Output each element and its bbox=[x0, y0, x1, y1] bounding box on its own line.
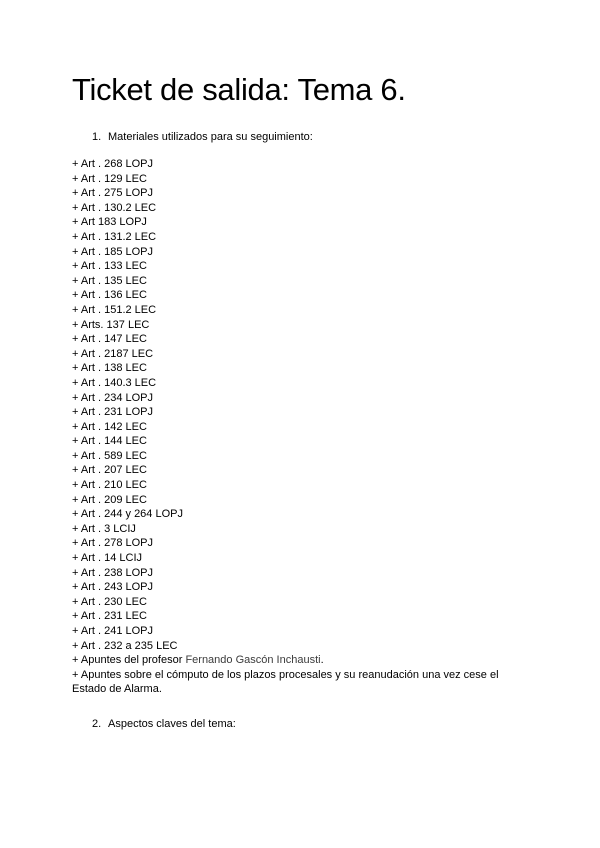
list-item: + Art . 230 LEC bbox=[72, 595, 147, 608]
list-item: + Art . 268 LOPJ bbox=[72, 158, 154, 170]
list-item: + Art . 135 LEC bbox=[72, 274, 147, 287]
professor-name: Fernando Gascón Inchausti bbox=[185, 654, 321, 667]
list-item: + Art . 231 LEC bbox=[72, 610, 147, 623]
list-item: + Art . 147 LEC bbox=[72, 333, 147, 346]
section-text: Aspectos claves del tema: bbox=[108, 718, 236, 730]
materials-list bbox=[72, 157, 522, 697]
list-item: + Art . 231 LOPJ bbox=[72, 406, 154, 419]
document-title: Ticket de salida: Tema 6. bbox=[72, 72, 406, 107]
list-item-apuntes-plazos: + Apuntes sobre el cómputo de los plazos procesales y su reanudación una vez cese el Estado de Alarma. bbox=[72, 668, 499, 696]
list-item: + Art . 209 LEC bbox=[72, 493, 147, 506]
apuntes-prefix: + Apuntes del profesor bbox=[72, 654, 186, 667]
list-item: + Art . 185 LOPJ bbox=[72, 245, 154, 258]
list-item: + Art . 142 LEC bbox=[72, 420, 147, 433]
list-item: + Art . 244 y 264 LOPJ bbox=[72, 508, 183, 521]
section-number: 2. bbox=[92, 718, 102, 730]
list-item: + Art . 232 a 235 LEC bbox=[72, 639, 178, 652]
list-item: + Art . 275 LOPJ bbox=[72, 187, 154, 200]
list-item: + Art . 144 LEC bbox=[72, 435, 147, 448]
list-item: + Art 183 LOPJ bbox=[72, 216, 147, 229]
section-heading-aspectos bbox=[92, 717, 236, 731]
list-item: + Art . 14 LCIJ bbox=[72, 552, 143, 565]
list-item: + Art . 151.2 LEC bbox=[72, 303, 157, 316]
section-heading-materiales bbox=[92, 130, 313, 144]
section-text: Materiales utilizados para su seguimiento: bbox=[108, 131, 313, 143]
list-item: + Art . 234 LOPJ bbox=[72, 391, 154, 404]
list-item: + Art . 138 LEC bbox=[72, 362, 147, 375]
list-item: + Art . 129 LEC bbox=[72, 172, 147, 185]
list-item: + Art . 278 LOPJ bbox=[72, 537, 154, 550]
list-item: + Arts. 137 LEC bbox=[72, 318, 150, 331]
list-item: + Art . 3 LCIJ bbox=[72, 522, 136, 535]
section-number: 1. bbox=[92, 131, 102, 143]
list-item: + Art . 140.3 LEC bbox=[72, 376, 157, 389]
list-item: + Art . 207 LEC bbox=[72, 464, 147, 477]
list-item: + Art . 243 LOPJ bbox=[72, 581, 154, 594]
list-item: + Art . 238 LOPJ bbox=[72, 566, 154, 579]
list-item: + Art . 133 LEC bbox=[72, 260, 147, 273]
list-item: + Art . 131.2 LEC bbox=[72, 230, 157, 243]
list-item: + Art . 136 LEC bbox=[72, 289, 147, 302]
list-item: + Art . 130.2 LEC bbox=[72, 201, 157, 214]
list-item: + Art . 210 LEC bbox=[72, 479, 147, 492]
list-item: + Art . 2187 LEC bbox=[72, 347, 154, 360]
apuntes-suffix: . bbox=[320, 654, 324, 667]
list-item: + Art . 241 LOPJ bbox=[72, 625, 154, 637]
list-item-apuntes-profesor bbox=[72, 653, 522, 668]
list-item: + Art . 589 LEC bbox=[72, 449, 147, 462]
